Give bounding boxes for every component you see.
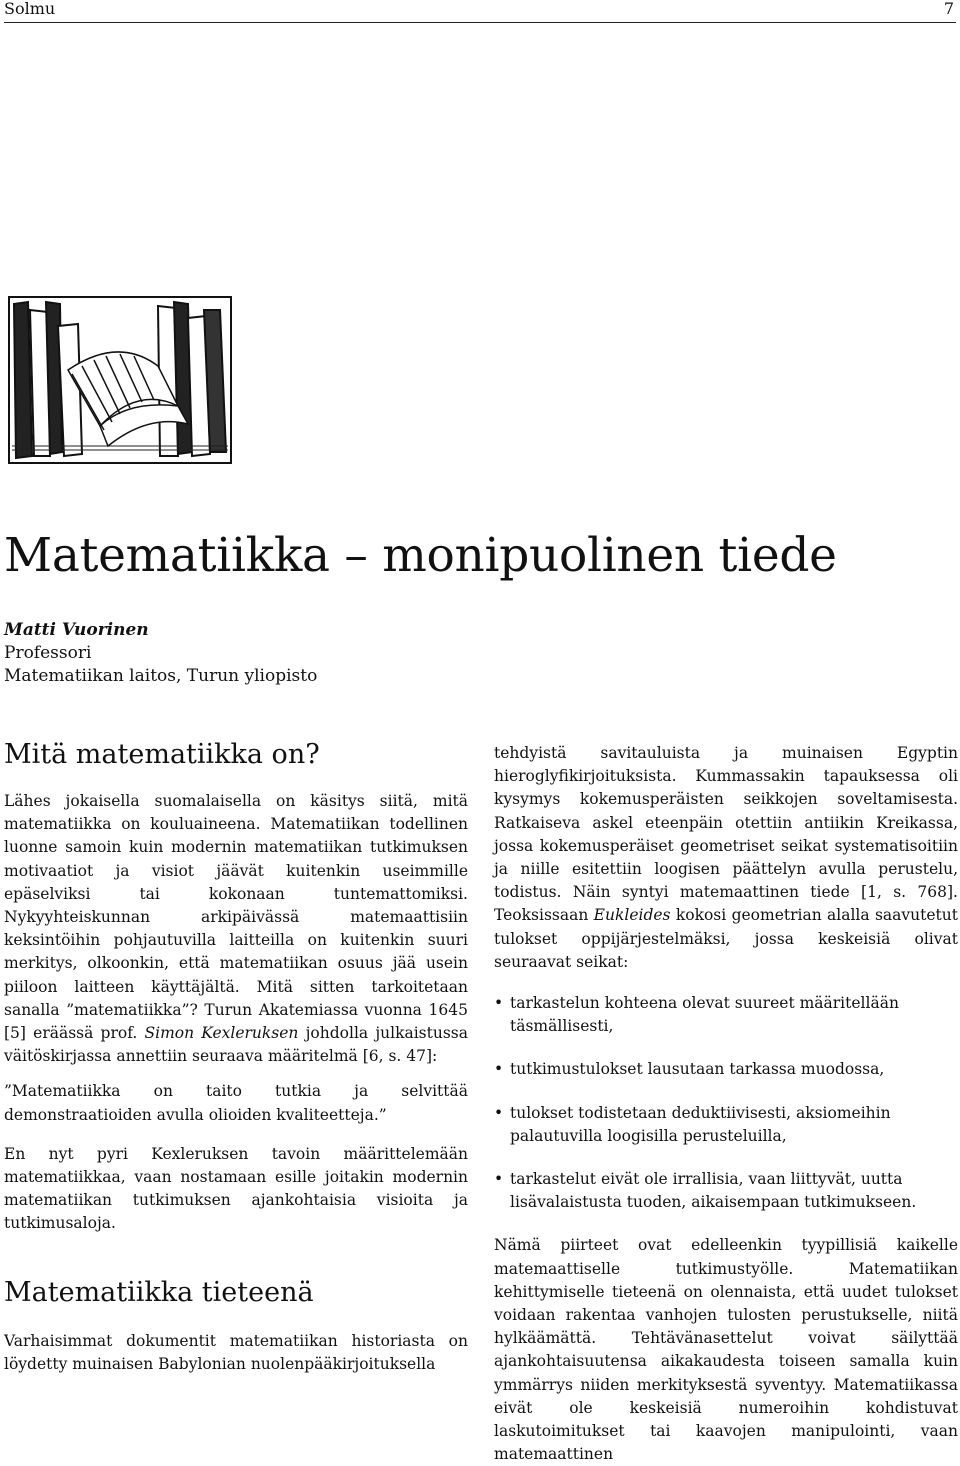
list-item-text: tulokset todistetaan deduktiivisesti, aksiomeihin palautuvilla loogisilla perusteluilla, (510, 1103, 891, 1145)
list-item (494, 992, 958, 1038)
paragraph-emphasis: Eukleides (593, 906, 671, 925)
paragraph-text: kokosi geometrian alalla saavutetut tulokset oppijärjestelmäksi, jossa keskeisiä olivat seuraavat seikat: (494, 906, 958, 971)
books-icon (8, 296, 232, 464)
paragraph-text: Lähes jokaisella suomalaisella on käsitys siitä, mitä matematiikka on kouluaineena. Matematiikan todellinen luonne samoin kuin modernin matematiikan tutkimuksen motivaatiot ja visiot jäävät kuitenkin useimmille epäselviksi tai kokonaan tuntemattomiksi. Nykyyhteiskunnan arkipäivässä matemaattisiin keksintöihin pohjautuvilla laitteilla on kuitenkin suuri merkitys, olkoonkin, että matematiikan osuus jää usein piiloon laitteen käyttäjältä. Mitä sitten tarkoitetaan sanalla ”matematiikka”? Turun Akatemiassa vuonna 1645 [5] eräässä prof. (4, 792, 468, 1043)
journal-name: Solmu (4, 0, 56, 18)
list-item (494, 1102, 958, 1148)
paragraph: Varhaisimmat dokumentit matematiikan historiasta on löydetty muinaisen Babylonian nuolenpääkirjoituksella (4, 1331, 468, 1373)
page-number: 7 (943, 0, 954, 18)
paragraph: Nämä piirteet ovat edelleenkin tyypillisiä kaikelle matemaattiselle tutkimustyölle. Matematiikan kehittymiselle tieteenä on olennaista, että uudet tulokset voidaan rakentaa vanhojen tulosten perustukselle, niitä hylkäämättä. Tehtävänasettelut voivat säilyttää ajankohtaisuutensa aikakaudesta toiseen samalla kuin ymmärrys niiden merkityksestä syventyy. Matematiikassa eivät ole keskeisiä numeroihin kohdistuvat laskutoimitukset tai kaavojen manipulointi, vaan matemaattinen (494, 1236, 958, 1464)
list-item (494, 1058, 958, 1081)
author-block (4, 619, 317, 688)
author-name: Matti Vuorinen (4, 620, 149, 640)
list-item-text: tarkastelun kohteena olevat suureet määritellään täsmällisesti, (510, 994, 899, 1036)
paragraph-text: tehdyistä savitauluista ja muinaisen Egyptin hieroglyfikirjoituksista. Kummassakin tapauksessa oli kysymys kokemusperäisten seikkojen soveltamisesta. Ratkaiseva askel eteenpäin otettiin antiikin Kreikassa, jossa kokemusperäiset geometriset seikat systematisoitiin ja niille esitettiin loogisen päättelyn avulla perustelu, todistus. Näin syntyi matemaattinen tiede [1, s. 768]. Teoksissaan (494, 744, 958, 925)
list-item-text: tutkimustulokset lausutaan tarkassa muodossa, (510, 1060, 885, 1079)
paragraph (4, 790, 468, 1068)
bullet-icon: • (494, 1170, 504, 1189)
list-item (494, 1168, 958, 1214)
article-title: Matematiikka – monipuolinen tiede (4, 528, 837, 583)
bullet-icon: • (494, 994, 504, 1013)
bullet-list (494, 992, 958, 1214)
paragraph-emphasis: Simon Kexleruksen (144, 1024, 299, 1043)
author-affiliation: Matematiikan laitos, Turun yliopisto (4, 666, 318, 686)
left-column (4, 738, 468, 1376)
paragraph-text: johdolla julkaistussa väitöskirjassa annettiin seuraava määritelmä [6, s. 47]: (4, 1024, 468, 1066)
section-heading-2: Matematiikka tieteenä (4, 1276, 314, 1308)
author-position: Professori (4, 643, 92, 663)
paragraph: En nyt pyri Kexleruksen tavoin määrittelemään matematiikkaa, vaan nostamaan esille joitakin modernin matematiikan tutkimuksen ajankohtaisia visioita ja tutkimusaloja. (4, 1144, 468, 1233)
bullet-icon: • (494, 1103, 504, 1122)
bullet-icon: • (494, 1060, 504, 1079)
running-header (4, 0, 956, 23)
section-heading-1: Mitä matematiikka on? (4, 739, 320, 770)
paragraph (494, 742, 958, 974)
quotation: ”Matematiikka on taito tutkia ja selvittää demonstraatioiden avulla olioiden kvaliteetteja.” (4, 1082, 468, 1124)
list-item-text: tarkastelut eivät ole irrallisia, vaan liittyvät, uutta lisävalaistusta tuoden, aikaisempaan tutkimukseen. (510, 1170, 917, 1212)
right-column (494, 742, 958, 1466)
